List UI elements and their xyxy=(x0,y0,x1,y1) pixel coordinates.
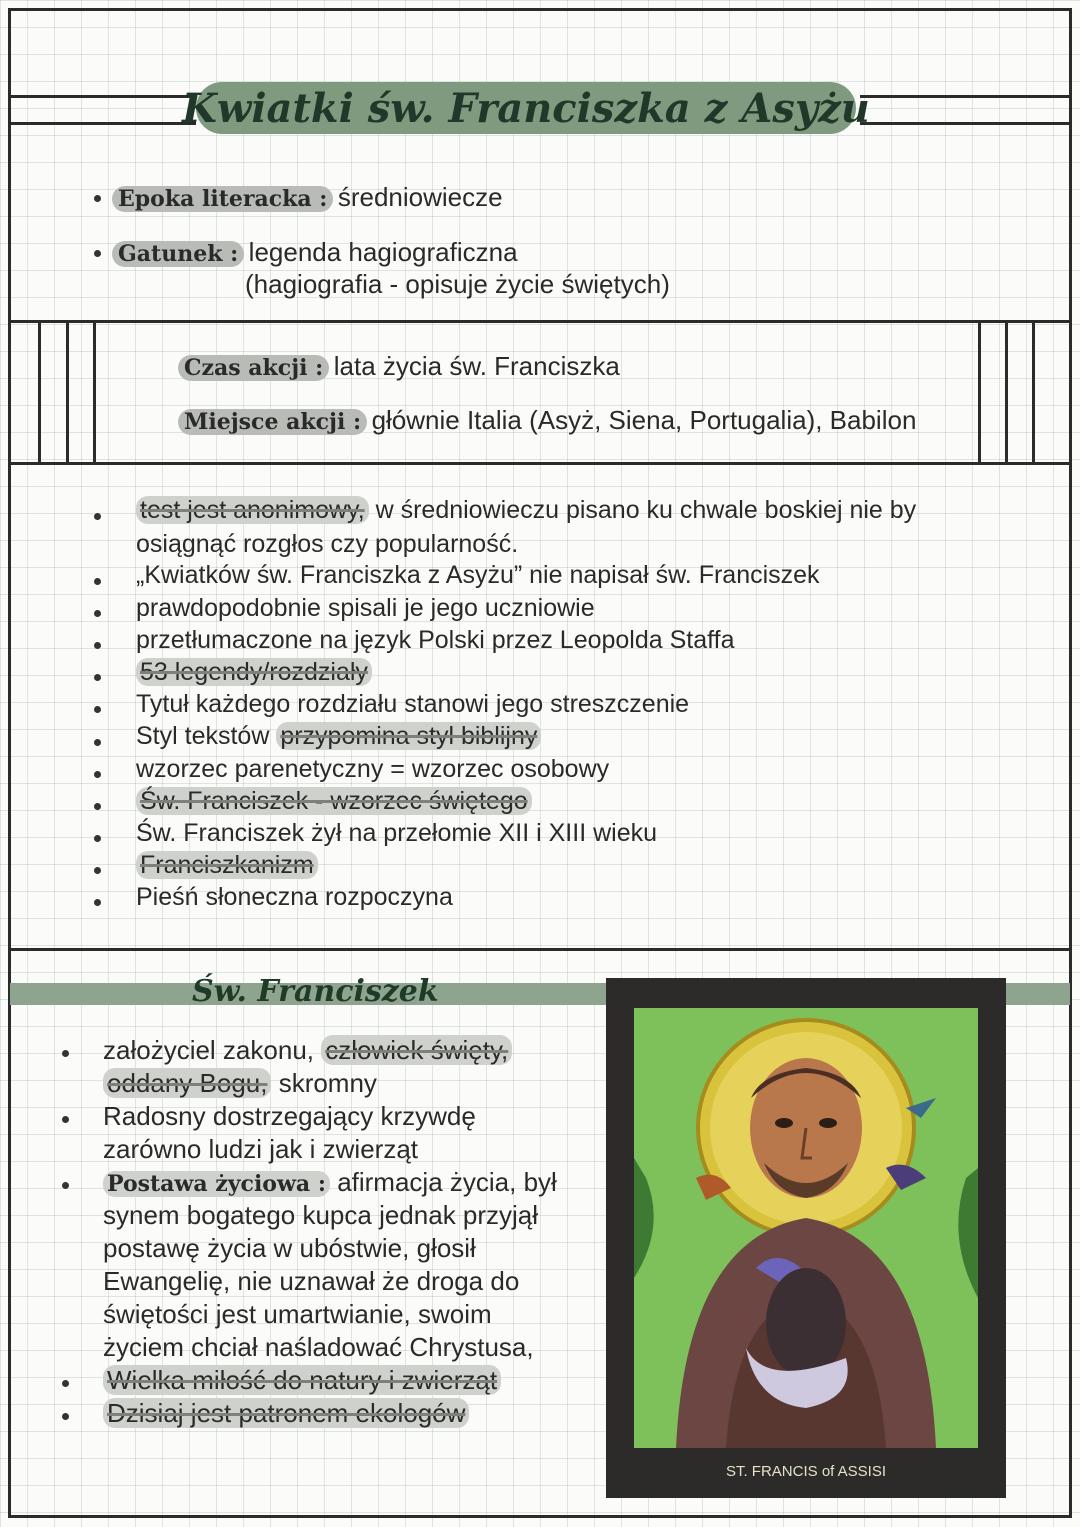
fact-5 xyxy=(136,658,372,687)
gatunek-note: (hagiografia - opisuje życie świętych) xyxy=(245,269,670,299)
bullet-dot xyxy=(62,1182,69,1189)
bio-line-1-highlight: człowiek święty, xyxy=(321,1035,512,1065)
czas-value: lata życia św. Franciszka xyxy=(333,351,620,381)
title-line-right-2 xyxy=(860,122,1070,125)
bullet-dot xyxy=(94,513,101,520)
setting-vline xyxy=(978,320,981,464)
title-line-left-1 xyxy=(10,95,196,98)
fact-7-highlight: przypomina styl biblijny xyxy=(276,722,541,750)
bullet-dot xyxy=(62,1116,69,1123)
postawa-value: afirmacja życia, był xyxy=(329,1167,557,1197)
bullet-dot xyxy=(94,771,101,778)
fact-1 xyxy=(136,496,916,525)
fact-7-start: Styl tekstów xyxy=(136,722,277,750)
bio-line-7: postawę życia w ubóstwie, głosił xyxy=(103,1233,476,1263)
right-border xyxy=(1069,8,1072,1518)
fact-6: Tytuł każdego rozdziału stanowi jego streszczenie xyxy=(136,690,690,718)
bullet-dot xyxy=(94,867,101,874)
top-border xyxy=(8,8,1072,11)
bio-line-11 xyxy=(103,1365,501,1396)
bullet-dot xyxy=(62,1050,69,1057)
bullet-dot xyxy=(94,706,101,713)
bullet-dot xyxy=(94,250,101,257)
setting-vline xyxy=(1032,320,1035,464)
fact-1-highlight: test jest anonimowy, xyxy=(136,496,369,524)
bio-line-10: życiem chciał naśladować Chrystusa, xyxy=(103,1332,534,1362)
epoka-row xyxy=(112,182,503,213)
bio-line-3: Radosny dostrzegający krzywdę xyxy=(103,1101,476,1131)
bio-line-9: świętości jest umartwianie, swoim xyxy=(103,1299,492,1329)
bio-line-4: zarówno ludzi jak i zwierząt xyxy=(103,1134,419,1164)
fact-5-highlight: 53 legendy/rozdziały xyxy=(136,658,372,686)
bullet-dot xyxy=(94,674,101,681)
bullet-dot xyxy=(94,642,101,649)
fact-7 xyxy=(136,722,541,751)
fact-9-highlight: Św. Franciszek - wzorzec świętego xyxy=(136,787,532,815)
fact-3: prawdopodobnie spisali je jego uczniowie xyxy=(136,594,595,622)
setting-vline xyxy=(1005,320,1008,464)
fact-2: „Kwiatków św. Franciszka z Asyżu” nie napisał św. Franciszek xyxy=(136,561,820,589)
portrait-caption: ST. FRANCIS of ASSISI xyxy=(725,1463,887,1480)
fact-11-highlight: Franciszkanizm xyxy=(136,851,318,879)
epoka-value: średniowiecze xyxy=(337,182,503,212)
fact-1-cont: osiągnąć rozgłos czy popularność. xyxy=(136,530,519,558)
bullet-dot xyxy=(94,610,101,617)
saint-francis-icon-image xyxy=(606,978,1006,1498)
bio-line-2 xyxy=(103,1068,377,1099)
setting-bottom-line xyxy=(10,462,1070,465)
setting-vline xyxy=(93,320,96,464)
fact-9 xyxy=(136,787,532,816)
czas-label: Czas akcji : xyxy=(178,355,329,381)
bio-line-12-highlight: Dzisiaj jest patronem ekologów xyxy=(103,1398,469,1428)
miejsce-row xyxy=(178,405,916,436)
miejsce-value: głównie Italia (Asyż, Siena, Portugalia), Babilon xyxy=(371,405,917,435)
bio-line-5 xyxy=(103,1167,557,1198)
bio-line-1 xyxy=(103,1035,512,1066)
bullet-dot xyxy=(94,739,101,746)
fact-8: wzorzec parenetyczny = wzorzec osobowy xyxy=(136,755,610,783)
postawa-label: Postawa życiowa : xyxy=(103,1171,330,1197)
bullet-dot xyxy=(62,1380,69,1387)
fact-11 xyxy=(136,851,318,880)
title-line-right-1 xyxy=(860,95,1070,98)
section-divider xyxy=(10,948,1070,951)
bio-line-8: Ewangelię, nie uznawał że droga do xyxy=(103,1266,520,1296)
title-line-left-2 xyxy=(10,122,196,125)
title-banner xyxy=(182,82,870,134)
czas-row xyxy=(178,351,620,382)
bullet-dot xyxy=(62,1413,69,1420)
bio-line-12 xyxy=(103,1398,469,1429)
saint-francis-portrait xyxy=(606,978,1006,1498)
epoka-label: Epoka literacka : xyxy=(112,186,333,212)
bottom-border xyxy=(8,1515,1072,1518)
bullet-dot xyxy=(94,835,101,842)
fact-10: Św. Franciszek żył na przełomie XII i XIII wieku xyxy=(136,819,658,847)
setting-vline xyxy=(66,320,69,464)
miejsce-label: Miejsce akcji : xyxy=(178,409,367,435)
bullet-dot xyxy=(94,803,101,810)
gatunek-row xyxy=(112,237,518,268)
setting-top-line xyxy=(10,320,1070,323)
bio-line-1-start: założyciel zakonu, xyxy=(103,1035,322,1065)
setting-vline xyxy=(38,320,41,464)
fact-4: przetłumaczone na język Polski przez Leopolda Staffa xyxy=(136,626,735,654)
fact-1-rest: w średniowieczu pisano ku chwale boskiej nie by xyxy=(368,496,917,524)
bullet-dot xyxy=(94,195,101,202)
bio-heading: Św. Franciszek xyxy=(192,974,439,1009)
fact-12: Pieśń słoneczna rozpoczyna xyxy=(136,883,453,911)
gatunek-label: Gatunek : xyxy=(112,241,244,267)
gatunek-value: legenda hagiograficzna xyxy=(248,237,518,267)
bio-line-6: synem bogatego kupca jednak przyjął xyxy=(103,1200,539,1230)
bio-line-2-rest: skromny xyxy=(271,1068,377,1098)
page-title: Kwiatki św. Franciszka z Asyżu xyxy=(182,84,870,132)
bio-line-11-highlight: Wielka miłość do natury i zwierząt xyxy=(103,1365,501,1395)
bullet-dot xyxy=(94,899,101,906)
bio-line-2-highlight: oddany Bogu, xyxy=(103,1068,271,1098)
bullet-dot xyxy=(94,578,101,585)
left-border xyxy=(8,8,11,1518)
